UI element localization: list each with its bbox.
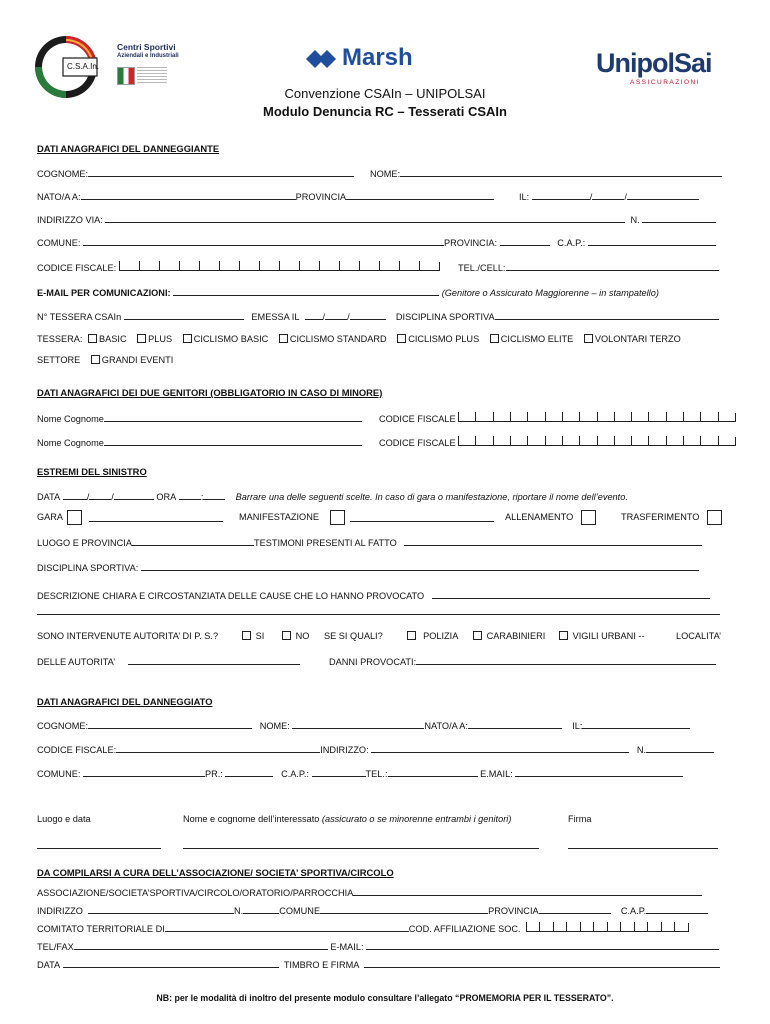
checkbox-manifestazione[interactable] <box>330 510 345 525</box>
label-testimoni: TESTIMONI PRESENTI AL FATTO <box>253 538 397 548</box>
row-nome-interessato <box>183 814 511 824</box>
label-affiliazione: COD. AFFILIAZIONE SOC. <box>408 924 521 934</box>
field-tel[interactable] <box>506 261 719 271</box>
field-danni[interactable] <box>416 655 716 665</box>
label-gara: GARA <box>37 512 64 522</box>
code-cell-end <box>735 437 736 446</box>
code-cell[interactable] <box>666 436 683 446</box>
row-tessera-n: N° TESSERA CSAIn EMESSA IL / / DISCIPLINA SPORTIVA <box>37 310 719 322</box>
opt-label: SI <box>255 631 265 641</box>
label-nome-cognome: Nome Cognome <box>37 414 104 424</box>
label-emessa: EMESSA IL <box>251 312 300 322</box>
field-n-dg[interactable] <box>646 743 714 753</box>
code-cell[interactable] <box>631 436 648 446</box>
code-cell[interactable] <box>666 412 683 422</box>
checkbox-icon <box>559 631 568 640</box>
opt-ciclismo-elite[interactable] <box>490 334 574 344</box>
row-genitore-1 <box>37 412 362 424</box>
opt-label: CARABINIERI <box>486 631 546 641</box>
row-comune <box>37 236 716 248</box>
row-indirizzo-assoc <box>37 904 708 916</box>
field-disciplina[interactable] <box>495 310 719 320</box>
code-cell[interactable] <box>545 436 562 446</box>
opt-ciclismo-plus[interactable] <box>397 334 479 344</box>
field-data-month[interactable] <box>89 490 111 500</box>
email-note: (Genitore o Assicurato Maggiorenne – in stampatello) <box>441 288 659 298</box>
label-luogo: LUOGO E PROVINCIA <box>37 538 132 548</box>
row-comitato <box>37 922 689 934</box>
opt-no[interactable] <box>282 631 309 641</box>
code-cell[interactable] <box>259 261 279 271</box>
row-danneggiato-3 <box>37 767 683 779</box>
label-n-assoc: N. <box>234 906 244 916</box>
field-associazione[interactable] <box>353 886 702 896</box>
row-il: IL: / / <box>519 190 699 202</box>
field-cf-dg[interactable] <box>116 743 320 753</box>
row-indirizzo <box>37 213 716 225</box>
row-descrizione <box>37 589 710 601</box>
label-disciplina: DISCIPLINA SPORTIVA <box>395 312 495 322</box>
row-data-timbro <box>37 958 720 970</box>
code-cell[interactable] <box>319 261 339 271</box>
field-nome[interactable] <box>400 167 722 177</box>
row-autorita <box>37 631 727 645</box>
label-data-assoc: DATA <box>37 960 61 970</box>
field-affiliazione[interactable] <box>526 924 689 934</box>
row-nome <box>370 167 722 179</box>
field-il-dg[interactable] <box>582 719 690 729</box>
field-cognome-dg[interactable] <box>88 719 252 729</box>
code-cell[interactable] <box>620 922 634 932</box>
row-tel <box>458 261 719 273</box>
label-tessera-n: N° TESSERA CSAIn <box>37 312 122 322</box>
code-cell[interactable] <box>700 436 717 446</box>
section-associazione-title: DA COMPILARSI A CURA DELL’ASSOCIAZIONE/ SOCIETA’ SPORTIVA/CIRCOLO <box>37 867 394 878</box>
field-tessera-n[interactable] <box>124 310 244 320</box>
opt-label: BASIC <box>99 334 127 344</box>
row-genitore-2-cf <box>379 436 736 448</box>
label-n: N. <box>630 215 640 225</box>
label-telfax: TEL/FAX <box>37 942 74 952</box>
label-email-assoc: E-MAIL: <box>330 942 364 952</box>
label-firma: Firma <box>568 814 592 824</box>
code-cell[interactable] <box>579 412 596 422</box>
checkbox-icon <box>282 631 291 640</box>
checkbox-icon <box>490 334 499 343</box>
label-allenamento: ALLENAMENTO <box>505 512 574 522</box>
row-data-ora: DATA / / ORA : Barrare una delle seguenti scelte. In caso di gara o manifestazione, riportare il nome dell’evento. <box>37 492 628 502</box>
code-cell[interactable] <box>458 412 475 422</box>
row-nato <box>37 190 494 202</box>
checkbox-allenamento[interactable] <box>581 510 596 525</box>
field-pr-dg[interactable] <box>225 767 273 777</box>
field-nome-interessato[interactable] <box>183 839 539 849</box>
field-nato-dg[interactable] <box>468 719 562 729</box>
field-data-day[interactable] <box>63 490 87 500</box>
opt-carabinieri[interactable] <box>473 631 545 641</box>
label-cap-assoc: C.A.P. <box>620 906 647 916</box>
code-cell[interactable] <box>661 922 675 932</box>
field-firma[interactable] <box>568 839 718 849</box>
opt-volontari[interactable] <box>584 334 681 344</box>
section-danneggiato-title: DATI ANAGRAFICI DEL DANNEGGIATO <box>37 696 213 707</box>
field-email-dg[interactable] <box>515 767 683 777</box>
label-indirizzo-assoc: INDIRIZZO <box>37 906 83 916</box>
field-testimoni[interactable] <box>404 536 702 546</box>
label-danni: DANNI PROVOCATI: <box>329 657 417 667</box>
section-genitori-title: DATI ANAGRAFICI DEI DUE GENITORI (OBBLIGATORIO IN CASO DI MINORE) <box>37 387 383 398</box>
field-cap-assoc[interactable] <box>646 904 708 914</box>
checkbox-icon <box>407 631 416 640</box>
checkbox-trasferimento[interactable] <box>707 510 722 525</box>
csain-initials: C.S.A.In. <box>67 62 100 71</box>
label-ora: ORA <box>156 492 177 502</box>
label-n-dg: N. <box>636 745 647 755</box>
field-cf-genitore-1[interactable] <box>458 414 736 424</box>
label-nato: NATO/A A: <box>37 192 81 202</box>
code-cell[interactable] <box>648 412 665 422</box>
field-genitore-1[interactable] <box>104 412 362 422</box>
opt-label: CICLISMO ELITE <box>500 334 574 344</box>
code-cell[interactable] <box>527 436 544 446</box>
field-provincia2[interactable] <box>500 236 550 246</box>
code-cell[interactable] <box>526 922 540 932</box>
code-cell[interactable] <box>539 922 553 932</box>
row-tessera-options <box>37 334 681 344</box>
field-cf[interactable] <box>119 263 440 273</box>
field-indirizzo-assoc[interactable] <box>88 904 234 914</box>
label-cognome: COGNOME: <box>37 169 89 179</box>
section-sinistro-title: ESTREMI DEL SINISTRO <box>37 466 147 477</box>
code-cell[interactable] <box>359 261 379 271</box>
checkbox-icon <box>279 334 288 343</box>
code-cell[interactable] <box>597 436 614 446</box>
label-nome: NOME: <box>370 169 401 179</box>
code-cell[interactable] <box>683 412 700 422</box>
field-disciplina-sinistro[interactable] <box>141 561 699 571</box>
code-cell[interactable] <box>279 261 299 271</box>
field-comune-dg[interactable] <box>83 767 205 777</box>
code-cell[interactable] <box>566 922 580 932</box>
label-indirizzo-dg: INDIRIZZO: <box>320 745 369 755</box>
label-quali: SE SI QUALI? <box>324 631 383 641</box>
field-descrizione-1[interactable] <box>432 589 710 599</box>
label-cf-genitore-1: CODICE FISCALE <box>379 414 456 424</box>
row-danni <box>329 655 716 667</box>
code-cell[interactable] <box>580 922 594 932</box>
label-comitato: COMITATO TERRITORIALE DI <box>37 924 165 934</box>
section-danneggiante-title: DATI ANAGRAFICI DEL DANNEGGIANTE <box>37 143 220 154</box>
code-cell[interactable] <box>553 922 567 932</box>
row-tipo-evento <box>37 512 727 528</box>
code-cell[interactable] <box>597 412 614 422</box>
label-cognome-dg: COGNOME: <box>37 721 89 731</box>
csain-line1: Centri Sportivi <box>117 42 176 52</box>
label-cf-dg: CODICE FISCALE: <box>37 745 117 755</box>
label-timbro: TIMBRO E FIRMA <box>283 960 360 970</box>
field-email[interactable] <box>173 286 439 296</box>
field-emessa-day[interactable] <box>305 310 323 320</box>
checkbox-icon <box>91 355 100 364</box>
label-associazione: ASSOCIAZIONE/SOCIETA’SPORTIVA/CIRCOLO/ORATORIO/PARROCCHIA <box>37 888 354 898</box>
field-indirizzo-dg[interactable] <box>371 743 629 753</box>
field-provincia-assoc[interactable] <box>539 904 611 914</box>
opt-label: VIGILI URBANI -- <box>572 631 645 641</box>
code-cell[interactable] <box>199 261 219 271</box>
code-cell[interactable] <box>493 436 510 446</box>
label-trasferimento: TRASFERIMENTO <box>621 512 700 522</box>
label-nome-interessato: Nome e cognome dell’interessato <box>183 814 320 824</box>
marsh-mark-icon <box>304 48 340 70</box>
code-cell[interactable] <box>614 412 631 422</box>
opt-vigili[interactable] <box>559 631 645 641</box>
code-cell[interactable] <box>458 436 475 446</box>
checkbox-icon <box>137 334 146 343</box>
code-cell[interactable] <box>475 436 492 446</box>
label-cf: CODICE FISCALE: <box>37 263 117 273</box>
coni-text-block-icon <box>137 67 167 83</box>
field-indirizzo[interactable] <box>105 213 625 223</box>
field-email-assoc[interactable] <box>366 940 719 950</box>
code-cell[interactable] <box>399 261 419 271</box>
field-luogo-data[interactable] <box>37 839 161 849</box>
label-provincia2: PROVINCIA: <box>443 238 498 248</box>
label-provincia-assoc: PROVINCIA <box>488 906 539 916</box>
code-cell[interactable] <box>527 412 544 422</box>
opt-label: NO <box>295 631 310 641</box>
label-nato-dg: NATO/A A: <box>424 721 468 731</box>
field-delle-autorita[interactable] <box>128 655 300 665</box>
code-cell[interactable] <box>139 261 159 271</box>
label-tel: TEL./CELL: <box>458 263 506 273</box>
code-cell[interactable] <box>299 261 319 271</box>
field-descrizione-2[interactable] <box>37 605 720 615</box>
code-cell[interactable] <box>718 436 735 446</box>
field-nato[interactable] <box>81 190 296 200</box>
code-cell[interactable] <box>631 412 648 422</box>
opt-label: CICLISMO STANDARD <box>289 334 387 344</box>
field-luogo[interactable] <box>132 536 254 546</box>
row-codice-fiscale <box>37 261 440 273</box>
code-cell[interactable] <box>647 922 661 932</box>
code-cell[interactable] <box>593 922 607 932</box>
row-genitore-2 <box>37 436 362 448</box>
field-manifestazione[interactable] <box>350 512 494 522</box>
field-cap-dg[interactable] <box>312 767 366 777</box>
label-localita: LOCALITA’ <box>676 631 722 641</box>
code-cell[interactable] <box>159 261 179 271</box>
code-cell[interactable] <box>562 436 579 446</box>
unipolsai-tagline: ASSICURAZIONI <box>630 79 701 86</box>
label-disciplina-sinistro: DISCIPLINA SPORTIVA: <box>37 563 139 573</box>
code-cell[interactable] <box>510 412 527 422</box>
opt-label: POLIZIA <box>423 631 459 641</box>
row-delle-autorita <box>37 655 300 667</box>
row-cognome-nome <box>37 167 354 179</box>
code-cell-end <box>735 413 736 422</box>
field-comune[interactable] <box>83 236 444 246</box>
unipolsai-wordmark: UnipolSai <box>596 48 712 78</box>
field-telfax[interactable] <box>74 940 328 950</box>
field-tel-dg[interactable] <box>388 767 478 777</box>
opt-si[interactable] <box>242 631 264 641</box>
opt-ciclismo-standard[interactable] <box>279 334 387 344</box>
label-delle-autorita: DELLE AUTORITA’ <box>37 657 116 667</box>
field-gara[interactable] <box>89 512 223 522</box>
label-email: E-MAIL PER COMUNICAZIONI: <box>37 288 171 298</box>
opt-label: GRANDI EVENTI <box>101 355 174 365</box>
row-luogo-testimoni <box>37 536 702 548</box>
label-tessera: TESSERA: <box>37 334 83 344</box>
page-subtitle: Modulo Denuncia RC – Tesserati CSAIn <box>263 104 507 119</box>
code-cell[interactable] <box>219 261 239 271</box>
row-associazione <box>37 886 702 898</box>
label-il: IL: <box>519 192 530 202</box>
marsh-wordmark: Marsh <box>342 44 413 71</box>
label-nome-cognome: Nome Cognome <box>37 438 104 448</box>
field-n-assoc[interactable] <box>243 904 279 914</box>
footer-note: NB: per le modalità di inoltro del presente modulo consultare l’allegato “PROMEMORIA PER IL TESSERATO”. <box>156 993 614 1003</box>
field-data-year[interactable] <box>114 490 154 500</box>
code-cell[interactable] <box>579 436 596 446</box>
row-settore <box>37 355 173 365</box>
field-comune-assoc[interactable] <box>320 904 488 914</box>
label-cap: C.A.P.: <box>557 238 586 248</box>
code-cell[interactable] <box>475 412 492 422</box>
opt-polizia[interactable] <box>407 631 458 641</box>
code-cell[interactable] <box>674 922 688 932</box>
label-email-dg: E.MAIL: <box>480 769 513 779</box>
code-cell[interactable] <box>634 922 648 932</box>
label-settore: SETTORE <box>37 355 81 365</box>
opt-basic[interactable] <box>88 334 127 344</box>
code-cell[interactable] <box>510 436 527 446</box>
field-n[interactable] <box>642 213 716 223</box>
field-timbro[interactable] <box>364 958 720 968</box>
label-il-dg: IL: <box>572 721 583 731</box>
code-cell[interactable] <box>683 436 700 446</box>
code-cell[interactable] <box>419 261 439 271</box>
code-cell[interactable] <box>562 412 579 422</box>
label-nome-dg: NOME: <box>259 721 290 731</box>
code-cell[interactable] <box>648 436 665 446</box>
field-cognome[interactable] <box>88 167 354 177</box>
label-provincia: PROVINCIA <box>295 192 347 202</box>
field-emessa-month[interactable] <box>325 310 347 320</box>
row-danneggiato-2 <box>37 743 714 755</box>
field-cap[interactable] <box>588 236 716 246</box>
label-tel-dg: TEL.: <box>365 769 388 779</box>
csain-line2: Aziendali e Industriali <box>117 53 179 59</box>
opt-label: PLUS <box>148 334 173 344</box>
code-cell[interactable] <box>614 436 631 446</box>
code-cell[interactable] <box>119 261 139 271</box>
label-comune-assoc: COMUNE <box>279 906 321 916</box>
label-autorita-q: SONO INTERVENUTE AUTORITA’ DI P. S.? <box>37 631 219 641</box>
field-nome-dg[interactable] <box>292 719 424 729</box>
field-il-month[interactable] <box>592 190 624 200</box>
checkbox-icon <box>397 334 406 343</box>
field-emessa-year[interactable] <box>350 310 386 320</box>
checkbox-icon <box>242 631 251 640</box>
checkbox-icon <box>88 334 97 343</box>
label-cap-dg: C.A.P.: <box>281 769 309 779</box>
label-comune-dg: COMUNE: <box>37 769 81 779</box>
opt-plus[interactable] <box>137 334 172 344</box>
row-genitore-1-cf <box>379 412 736 424</box>
field-provincia[interactable] <box>346 190 494 200</box>
code-cell[interactable] <box>379 261 399 271</box>
opt-ciclismo-basic[interactable] <box>183 334 269 344</box>
opt-label: CICLISMO PLUS <box>408 334 480 344</box>
label-indirizzo: INDIRIZZO VIA: <box>37 215 103 225</box>
label-manifestazione: MANIFESTAZIONE <box>239 512 319 522</box>
row-disciplina-sinistro <box>37 561 699 573</box>
row-email <box>37 286 659 298</box>
label-descrizione: DESCRIZIONE CHIARA E CIRCOSTANZIATA DELLE CAUSE CHE LO HANNO PROVOCATO <box>37 591 425 601</box>
field-il-day[interactable] <box>532 190 590 200</box>
checkbox-icon <box>473 631 482 640</box>
code-cell[interactable] <box>700 412 717 422</box>
italy-flag-icon <box>117 67 135 85</box>
opt-label: CICLISMO BASIC <box>193 334 269 344</box>
code-cell[interactable] <box>339 261 359 271</box>
field-genitore-2[interactable] <box>104 436 362 446</box>
code-cell[interactable] <box>718 412 735 422</box>
label-pr-dg: PR.: <box>204 769 223 779</box>
checkbox-icon <box>584 334 593 343</box>
field-cf-genitore-2[interactable] <box>458 438 736 448</box>
code-cell[interactable] <box>179 261 199 271</box>
field-data-assoc[interactable] <box>63 958 279 968</box>
opt-grandi-eventi[interactable] <box>91 355 173 365</box>
label-data: DATA <box>37 492 61 502</box>
code-cell-end <box>439 262 440 271</box>
field-il-year[interactable] <box>627 190 699 200</box>
code-cell[interactable] <box>493 412 510 422</box>
sinistro-note: Barrare una delle seguenti scelte. In caso di gara o manifestazione, riportare il nome dell’evento. <box>235 492 628 502</box>
checkbox-gara[interactable] <box>67 510 82 525</box>
field-ora-m[interactable] <box>203 490 225 500</box>
label-luogo-data: Luogo e data <box>37 814 91 824</box>
nome-interessato-note: (assicurato o se minorenne entrambi i genitori) <box>321 814 512 824</box>
code-cell[interactable] <box>607 922 621 932</box>
code-cell-end <box>688 923 689 932</box>
checkbox-icon <box>183 334 192 343</box>
code-cell[interactable] <box>239 261 259 271</box>
opt-label: VOLONTARI TERZO <box>594 334 681 344</box>
field-comitato[interactable] <box>165 922 409 932</box>
row-telfax <box>37 940 719 952</box>
code-cell[interactable] <box>545 412 562 422</box>
label-comune: COMUNE: <box>37 238 81 248</box>
label-cf-genitore-2: CODICE FISCALE <box>379 438 456 448</box>
page-title: Convenzione CSAIn – UNIPOLSAI <box>284 86 486 101</box>
row-danneggiato-1 <box>37 719 690 731</box>
field-ora-h[interactable] <box>179 490 201 500</box>
